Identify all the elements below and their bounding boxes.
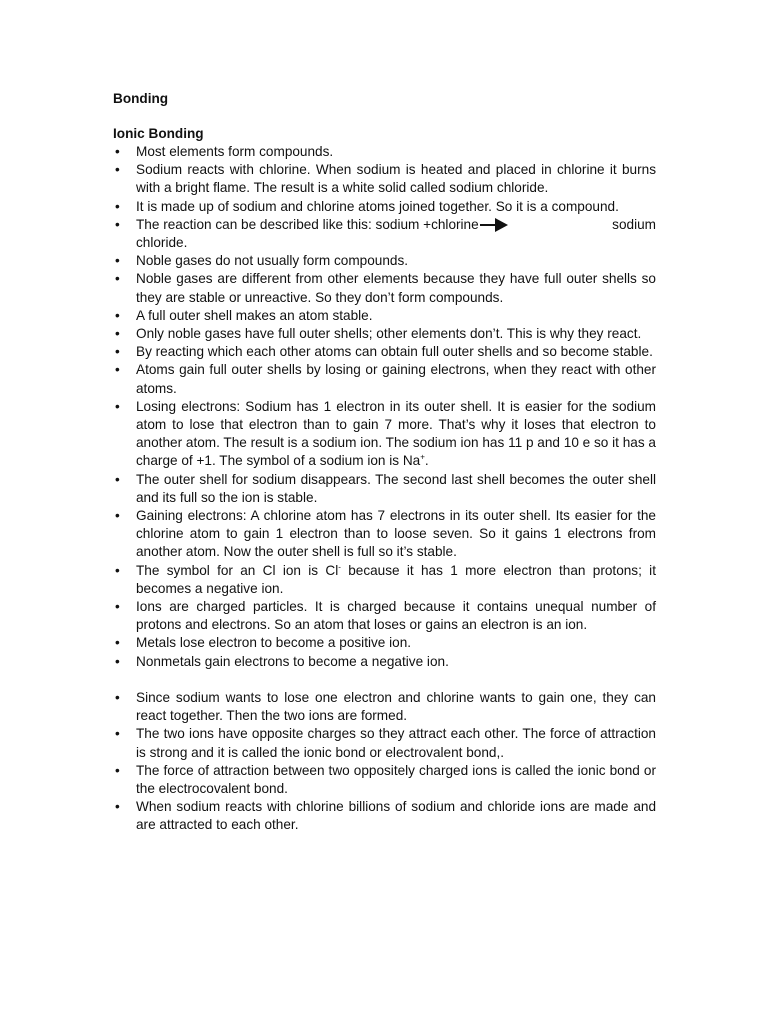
bullet-icon: •: [115, 599, 120, 615]
list-item: • Gaining electrons: A chlorine atom has 7 electrons in its outer shell. Its easier for the chlorine atom to gain 1 electron than to loose seven. So it gains 1 electrons from another atom. Now the outer shell is full so it’s stable.: [115, 508, 656, 560]
chloride-ion-list-item: • The symbol for an Cl ion is Cl- because it has 1 more electron than protons; it becomes a negative ion.: [115, 562, 656, 596]
bullet-icon: •: [115, 307, 120, 323]
bullet-icon: •: [115, 635, 120, 651]
reaction-equation: [136, 216, 656, 234]
list-item: • The two ions have opposite charges so they attract each other. The force of attraction is strong and it is called the ionic bond or electrovalent bond,.: [115, 726, 656, 760]
list-item: • Metals lose electron to become a positive ion.: [113, 634, 656, 652]
list-item: • By reacting which each other atoms can obtain full outer shells and so become stable.: [113, 343, 656, 361]
bullet-list: [113, 143, 656, 671]
list-item: • A full outer shell makes an atom stable.: [113, 307, 656, 325]
list-item: • Noble gases are different from other elements because they have full outer shells so they are stable or unreactive. So they don’t form compounds.: [115, 271, 656, 305]
reaction-left: The reaction can be described like this: sodium +chlorine: [136, 216, 479, 232]
list-item: • Ions are charged particles. It is charged because it contains unequal number of protons and electrons. So an atom that loses or gains an electron is an ion.: [115, 599, 656, 633]
list-item: • The force of attraction between two oppositely charged ions is called the ionic bond or the electrocovalent bond.: [115, 762, 656, 796]
list-item: • It is made up of sodium and chlorine atoms joined together. So it is a compound.: [113, 198, 656, 216]
bullet-icon: •: [115, 799, 120, 815]
list-item: • The outer shell for sodium disappears. The second last shell becomes the outer shell and its full so the ion is stable.: [115, 471, 656, 505]
bullet-icon: •: [115, 198, 120, 214]
superscript-minus: -: [338, 562, 341, 572]
bullet-icon: •: [115, 471, 120, 487]
bullet-icon: •: [115, 162, 120, 178]
reaction-continuation: chloride.: [136, 235, 188, 251]
bullet-icon: •: [115, 562, 120, 578]
bullet-icon: •: [115, 362, 120, 378]
bullet-icon: •: [115, 689, 120, 705]
document-page: [113, 90, 656, 835]
bullet-icon: •: [115, 344, 120, 360]
list-item: • Since sodium wants to lose one electron and chlorine wants to gain one, they can react together. Then the two ions are formed.: [115, 689, 656, 724]
list-item: • Atoms gain full outer shells by losing or gaining electrons, when they react with other atoms.: [115, 362, 656, 396]
list-item: • Noble gases do not usually form compounds.: [113, 252, 656, 270]
bullet-list-2: [113, 689, 656, 835]
document-title: Bonding: [113, 91, 169, 106]
reaction-right: sodium: [612, 216, 656, 232]
list-item: • When sodium reacts with chlorine billions of sodium and chloride ions are made and are attracted to each other.: [115, 799, 656, 833]
list-item: • Sodium reacts with chlorine. When sodium is heated and placed in chlorine it burns with a bright flame. The result is a white solid called sodium chloride.: [115, 162, 656, 196]
paragraph-gap: [113, 671, 656, 689]
right-arrow-icon: [479, 218, 509, 232]
bullet-icon: •: [115, 508, 120, 524]
bullet-icon: •: [115, 653, 120, 669]
bullet-icon: •: [115, 762, 120, 778]
bullet-icon: •: [115, 271, 120, 287]
list-item: • Nonmetals gain electrons to become a negative ion.: [113, 653, 656, 671]
list-item: • Only noble gases have full outer shells; other elements don’t. This is why they react.: [113, 325, 656, 343]
bullet-icon: •: [115, 144, 120, 159]
superscript-plus: +: [420, 452, 425, 462]
bullet-icon: •: [115, 326, 120, 342]
reaction-list-item: [113, 216, 656, 252]
list-item: • Most elements form compounds.: [113, 143, 656, 161]
bullet-icon: •: [115, 216, 120, 232]
sodium-ion-list-item: • Losing electrons: Sodium has 1 electron in its outer shell. It is easier for the sodium atom to lose that electron than to gain 7 more. That’s why it loses that electron to another atom. The result is a sodium ion. The sodium ion has 11 p and 10 e so it has a charge of +1. The symbol of a sodium ion is Na+.: [115, 398, 656, 469]
section-title: Ionic Bonding: [113, 126, 204, 141]
bullet-icon: •: [115, 398, 120, 414]
bullet-icon: •: [115, 253, 120, 269]
bullet-icon: •: [115, 726, 120, 742]
